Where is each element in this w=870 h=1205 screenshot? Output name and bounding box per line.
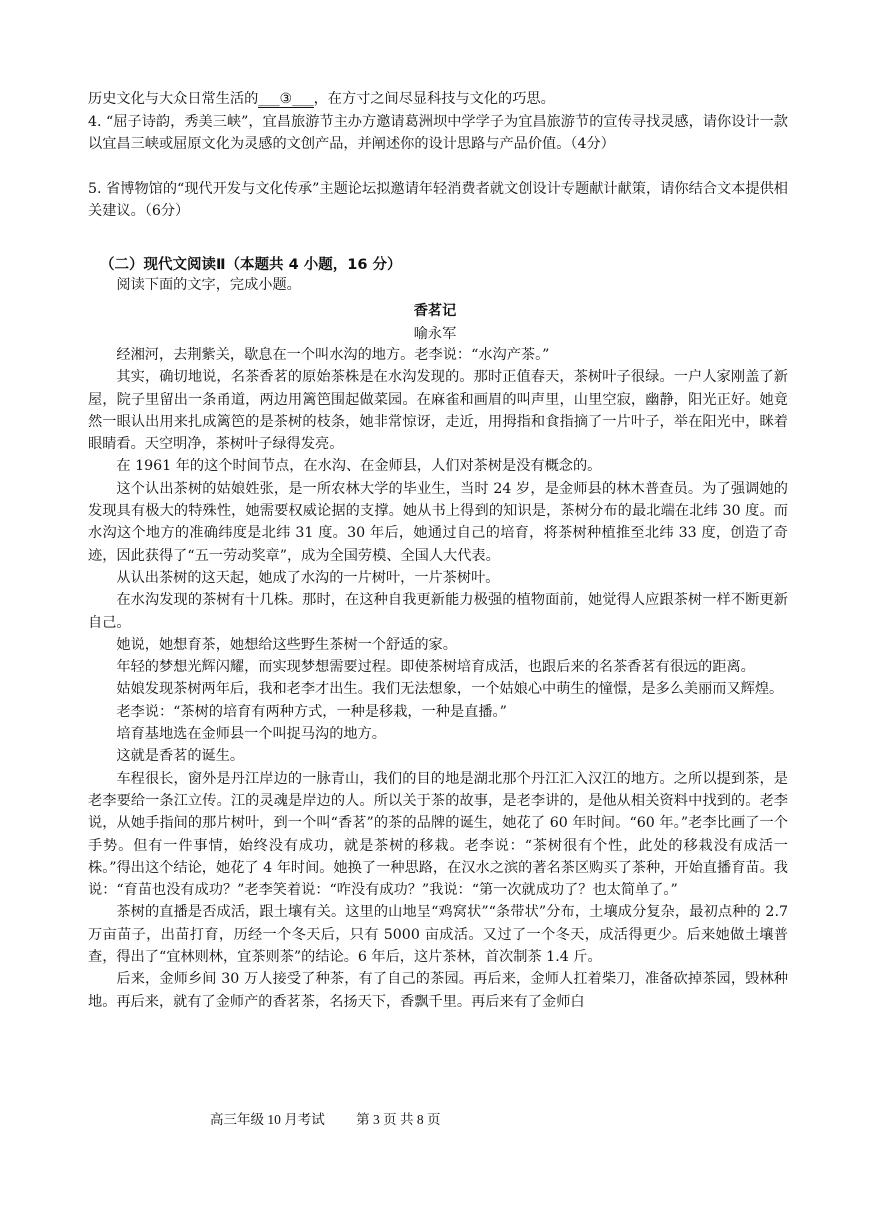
paragraph: 这个认出茶树的姑娘姓张，是一所农林大学的毕业生，当时 24 岁，是金师县的林木普查员。为了强调她的发现具有极大的特殊性，她需要权威论据的支撑。她从书上得到的知识是，茶树分布的最北端在北纬 30 度。而水沟这个地方的准确纬度是北纬 31 度。30 年后，她通过自己的培育，将茶树种植推至北纬 33 度，创造了奇迹，因此获得了“五一劳动奖章”，成为全国劳模、全国人大代表。 [88, 480, 788, 564]
article-author: 喻永军 [413, 326, 457, 342]
paragraph: 在 1961 年的这个时间节点，在水沟、在金师县，人们对茶树是没有概念的。 [116, 458, 602, 475]
paragraph: 培育基地选在金师县一个叫捉马沟的地方。 [116, 726, 386, 743]
question-4: 4. “屈子诗韵，秀美三峡”，宜昌旅游节主办方邀请葛洲坝中学学子为宜昌旅游节的宣传寻找灵感，请你设计一款以宜昌三峡或屈原文化为灵感的文创产品，并阐述你的设计思路与产品价值。（4分） [88, 114, 788, 153]
page-footer [210, 1108, 469, 1128]
article-body [88, 344, 788, 1013]
paragraph: 茶树的直播是否成活，跟土壤有关。这里的山地呈“鸡窝状”“条带状”分布，土壤成分复杂，最初点种的 2.7 万亩苗子，出苗打育，历经一个冬天后，只有 5000 亩成活。又过了一个冬天，成活得更少。后来她做土壤普查，得出了“宜林则林，宜茶则茶”的结论。6 年后，这片茶林，首次制茶 1.4 斤。 [88, 904, 788, 966]
paragraph: 老李说：“茶树的培育有两种方式，一种是移栽，一种是直播。” [116, 703, 507, 720]
question-3-tail [88, 88, 788, 110]
paragraph: 后来，金师乡间 30 万人接受了种茶，有了自己的茶园。再后来，金师人扛着柴刀，准备砍掉茶园，毁林种地。再后来，就有了金师产的香茗茶，名扬天下，香飘千里。再后来有了金师白 [88, 971, 788, 1010]
paragraph: 从认出茶树的这天起，她成了水沟的一片树叶，一片茶树叶。 [116, 569, 500, 586]
paragraph: 其实，确切地说，名茶香茗的原始茶株是在水沟发现的。那时正值春天，茶树叶子很绿。一户人家刚盖了新屋，院子里留出一条甬道，两边用篱笆围起做菜园。在麻雀和画眉的叫声里，山里空寂，幽静，阳光正好。她竟然一眼认出用来扎成篱笆的是茶树的枝条，她非常惊讶，走近，用拇指和食指摘了一片叶子，举在阳光中，眯着眼睛看。天空明净，茶树叶子绿得发亮。 [88, 369, 788, 453]
article-title: 香茗记 [413, 303, 457, 319]
paragraph: 经湘河，去荆紫关，歇息在一个叫水沟的地方。老李说：“水沟产茶。” [116, 347, 550, 363]
paragraph: 她说，她想育茶，她想给这些野生茶树一个舒适的家。 [116, 636, 457, 653]
page-number: 第 3 页 共 8 页 [356, 1112, 441, 1127]
paragraph: 在水沟发现的茶树有十几株。那时，在这种自我更新能力极强的植物面前，她觉得人应跟茶树一样不断更新自己。 [88, 592, 788, 631]
question-5: 5. 省博物馆的“现代开发与文化传承”主题论坛拟邀请年轻消费者就文创设计专题献计献策，请你结合文本提供相关建议。（6分） [88, 181, 788, 220]
paragraph: 年轻的梦想光辉闪耀，而实现梦想需要过程。即使茶树培育成活，也跟后来的名茶香茗有很远的距离。 [116, 659, 755, 676]
exam-name: 高三年级 10 月考试 [210, 1112, 325, 1127]
answer-blank: ___③___ [258, 91, 314, 107]
text-segment: ，在方寸之间尽显科技与文化的巧思。 [313, 91, 555, 107]
instruction: 阅读下面的文字，完成小题。 [116, 277, 301, 293]
text-segment: 历史文化与大众日常生活的 [88, 91, 259, 107]
paragraph: 车程很长，窗外是丹江岸边的一脉青山，我们的目的地是湖北那个丹江汇入汉江的地方。之所以提到茶，是老李要给一条江立传。江的灵魂是岸边的人。所以关于茶的故事，是老李讲的，是他从相关资料中找到的。老李说，从她手指间的那片树叶，到一个叫“香茗”的茶的品牌的诞生，她花了 60 年时间。“60 年。”老李比画了一个手势。但有一件事情，始终没有成功，就是茶树的移栽。老李说：“茶树很有个性，此处的移栽没有成活一株。”得出这个结论，她花了 4 年时间。她换了一种思路，在汉水之滨的著名茶区购买了茶种，开始直播育苗。我说：“育苗也没有成功？”老李笑着说：“咋没有成功？”我说：“第一次就成功了？也太简单了。” [88, 770, 788, 899]
section-heading: （二）现代文阅读Ⅱ（本题共 4 小题，16 分） [100, 257, 402, 273]
paragraph: 这就是香茗的诞生。 [116, 748, 245, 765]
paragraph: 姑娘发现茶树两年后，我和老李才出生。我们无法想象，一个姑娘心中萌生的憧憬，是多么美丽而又辉煌。 [116, 681, 784, 698]
